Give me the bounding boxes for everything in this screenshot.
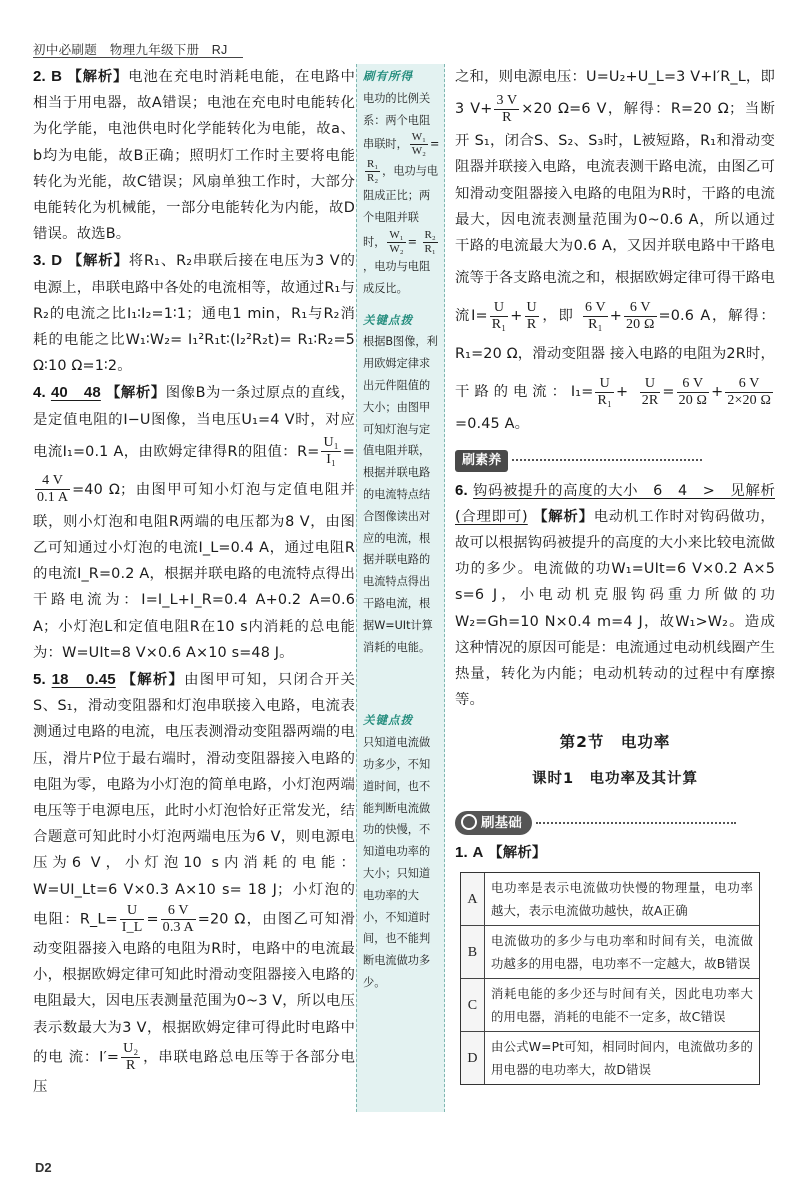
fraction: $\frac{4 V}{0.1 A}$: [37, 473, 69, 506]
note-text: ，电功与电阻成反比。: [363, 259, 431, 295]
dotted-rule: [512, 459, 702, 461]
left-column: [33, 64, 355, 1101]
analysis-tag: 【解析】: [67, 69, 129, 85]
option-row: [461, 925, 759, 978]
note-text: 根据B图像，利用欧姆定律求出元件阻值的大小；由图甲可知灯泡与定值电阻并联，根据并联电路的电流特点结合图像读出对应的电流，根据并联电路的电流特点得出干路电流，根据W=UIt计算消耗的电能。: [363, 335, 438, 654]
badge-icon: [461, 814, 477, 830]
note-text: 只知道电流做功多少，不知道时间，也不能判断电流做功的快慢，不知道电功率的大小；只知道电功率的大小，不知道时间，也不能判断电流做功多少。: [363, 736, 431, 989]
question-number: 6.: [455, 481, 468, 499]
fraction: $\frac{\text{U₁}}{\text{I₁}}$: [323, 435, 339, 468]
analysis-tag: 【解析】: [67, 253, 129, 270]
note-heading: 关键点拨: [363, 312, 413, 327]
basics-banner: [455, 810, 775, 836]
basics-badge: 刷基础: [455, 811, 532, 835]
page-number: D2: [35, 1160, 52, 1175]
sidebar-notes: [356, 64, 445, 1112]
analysis-text: =40 Ω；由图甲可知小灯泡与定值电阻并联，则小灯泡和电阻R两端的电压都为8 V，由图乙可知通过小灯泡的电流I_L=0.4 A，通过电阻R的电流I_R=0.2 A，根据并联电路的电流特点得出干路电流为：I=I_L+I_R=0.4 A+0.2 A=0.6 A；小灯泡L和定值电阻R在10 s内消耗的总电能为：W=UIt=8 V×0.6 A×10 s=48 J。: [33, 481, 355, 661]
section-banner: [455, 447, 775, 473]
book-title: 初中必刷题 物理九年级下册: [33, 42, 200, 57]
analysis-tag: 【解析】: [121, 672, 185, 689]
answer: B: [51, 68, 63, 85]
fraction: $\frac{6 V}{20 \Omega}$: [678, 375, 708, 408]
note-text: ，电功与电阻成正比；两个电阻并联时，: [363, 164, 439, 249]
analysis-text: 18 J；小灯泡的电阻：: [33, 881, 355, 928]
fraction: $\frac{3 V}{R}$: [496, 92, 518, 125]
eq-text: =: [146, 911, 159, 928]
option-row: [461, 978, 759, 1031]
note-heading: 刷有所得: [363, 69, 413, 83]
fraction: $\frac{6 V}{2\times 20 \Omega}$: [727, 375, 772, 408]
option-letter: C: [461, 979, 485, 1031]
option-text: 电功率是表示电流做功快慢的物理量，电功率越大，表示电流做功越快，故A正确: [491, 880, 753, 919]
edition-label: RJ: [211, 43, 228, 57]
fraction: $\frac{U}{I\_L}$: [121, 902, 143, 935]
question-5: [33, 667, 355, 1100]
fraction: $\frac{U}{2R}$: [641, 375, 659, 408]
option-row: [461, 873, 759, 925]
continued-analysis: 之和，则电源电压：U=U₂+U_L=3 V+I′R_L，即 3 V+ $\frac{3 V}{R}$ ×20 Ω=6 V，解得：R=20 Ω；当断开 S₁，闭合S、S₂、S₃时，L被短路，R₁和滑动变阻器并联接入电路，电流表测干路电流，由图乙可知滑动变阻器接入电路的电阻为R时，干路的电流最大，因电流表测量范围为0~0.6 A，所以通过干路的电流最大为0.6 A，又因并联电路中干路电流等于各支路电流之和，根据欧姆定律可得干路电流I= $\frac{U}{\text{R₁}}$ + $\frac{U}{R}$ ，即 $\frac{6 V}{\text{R₁}}$ + $\frac{6 V}{20 \Omega}$ =0.6 A，解得：R₁=20 Ω，滑动变阻器 接入电路的电阻为2R时，干路的电流：I₁= $\frac{U}{\text{R₁}}$ + $\frac{U}{2R}$ = $\frac{6 V}{20 \Omega}$ + $\frac{6 V}{2\times 20 \Omega}$ =0.45 A。: [455, 69, 776, 433]
question-number: 4.: [33, 384, 46, 402]
eq-text: R_L=: [79, 911, 118, 928]
lesson-title: 课时1 电功率及其计算: [531, 770, 699, 787]
option-letter: D: [461, 1032, 485, 1084]
analysis-tag: 【解析】: [533, 508, 594, 525]
question-3: [33, 248, 355, 379]
eq-text: =: [342, 443, 355, 460]
eq-text: =: [407, 235, 417, 249]
answer: 钩码被提升的高度的大小 6 4 > 见解析(合理即可): [455, 482, 775, 525]
analysis-tag: 【解析】: [488, 845, 547, 862]
analysis-text: 电池在充电时消耗电能，在电路中相当于用电器，故A错误；电池在充电时电能转化为化学能，电池供电时化学能转化为电能，故a、b均为电能，故B正确；照明灯工作时主要将电能转化为光能，故C错误；风扇单独工作时，大部分电能转化为机械能，一部分电能转化为内能，故D错误。故选B。: [33, 69, 355, 243]
eq-text: R=: [297, 443, 320, 460]
fraction: $\frac{\text{R₁}}{\text{R₂}}$: [367, 158, 379, 185]
fraction: $\frac{U}{\text{R₁}}$: [491, 299, 507, 332]
fraction: $\frac{6 V}{\text{R₁}}$: [584, 299, 606, 332]
section-title: 第2节 电功率: [559, 733, 671, 752]
answer: D: [51, 252, 63, 270]
options-table: [460, 872, 760, 1085]
header-rule: [33, 57, 243, 58]
note-text: 电功的比例关系：两个电阻串联时，: [363, 91, 431, 151]
question-number: 5.: [33, 671, 46, 689]
fraction: $\frac{\text{W₁}}{\text{W₂}}$: [411, 131, 426, 158]
answer: 40 48: [50, 384, 101, 402]
analysis-text: 由图甲可知，只闭合开关S、S₁，滑动变阻器和灯泡串联接入电路，电流表测通过电路的电流，电压表测滑动变阻器两端的电压，滑片P位于最右端时，滑动变阻器接入电路的电阻为零，电路为小灯泡的简单电路，小灯泡两端电压等于电源电压，此时小灯泡恰好正常发光，结合题意可知此时小灯泡两端电压为6 V，则电源电压为6 V，小灯泡10 s内消耗的电能：W=UI_Lt=6 V×0.3 A×10 s=: [33, 672, 355, 898]
option-text: 电流做功的多少与电功率和时间有关，电流做功越多的用电器，电功率不一定越大，故B错误: [491, 933, 753, 972]
analysis-text: 图像B为一条过原点的直线，是定值电阻的I−U图像，当电压U₁=4 V时，对应电流I₁=0.1 A，由欧姆定律得R的阻值：: [33, 385, 355, 460]
analysis-text: ，串联电路总电压等于各部分电压: [33, 1049, 355, 1095]
option-text: 由公式W=Pt可知，相同时间内，电流做功多的用电器的电功率大，故D错误: [491, 1039, 753, 1078]
eq-text: =: [429, 137, 440, 151]
note-summary: [357, 64, 444, 304]
analysis-text: 将R₁、R₂串联后接在电压为3 V的电源上，串联电路中各处的电流相等，故通过R₁与R₂的电流之比I₁∶I₂=1∶1；通电1 min，R₁与R₂消耗的电能之比W₁∶W₂=: [33, 253, 355, 349]
dotted-rule: [536, 822, 736, 824]
note-heading: 关键点拨: [363, 713, 413, 728]
answer: A: [472, 844, 484, 862]
fraction: $\frac{\text{R₂}}{\text{R₁}}$: [424, 228, 436, 255]
fraction: $\frac{U}{\text{R₁}}$: [597, 375, 612, 408]
option-letter: B: [461, 926, 485, 978]
question-number: 1.: [455, 844, 468, 862]
analysis-text: I₁²R₁t∶(I₂²R₂t)= R₁∶R₂=5 Ω∶10 Ω=1∶2。: [33, 332, 355, 375]
note-key-point-2: [357, 708, 444, 997]
analysis-tag: 【解析】: [105, 385, 166, 402]
option-row: [461, 1031, 759, 1084]
question-4: [33, 380, 355, 666]
question-1: [455, 840, 775, 866]
question-2: [33, 64, 355, 247]
option-letter: A: [461, 873, 485, 925]
note-key-point-1: [357, 308, 444, 663]
analysis-text: 图乙可知滑动变阻器接入电路的电阻为R时，电路中的电流最小，根据欧姆定律可知此时滑动变阻器接入电路的电阻最大，因电压表测量范围为0~3 V，所以电压表示数最大为3 V，根据欧姆定律可得此时电路中的电: [33, 911, 355, 1066]
running-header: [33, 40, 553, 58]
fraction: $\frac{\text{W₁}}{\text{W₂}}$: [389, 228, 404, 255]
analysis-text: =20 Ω，由: [197, 911, 278, 928]
question-number: 3.: [33, 252, 46, 270]
answer: 18 0.45: [51, 671, 116, 689]
section-badge: 刷素养: [455, 450, 508, 472]
analysis-text: 电动机工作时对钩码做功，故可以根据钩码被提升的高度的大小来比较电流做功的多少。电流做的功W₁=UIt=6 V×0.2 A×5 s=6 J，小电动机克服钩码重力所做的功W₂=Gh=10 N×0.4 m=4 J，故W₁>W₂。造成这种情况的原因可能是：电流通过电动机线圈产生热量，转化为内能；电动机转动的过程中有摩擦等。: [455, 508, 775, 709]
fraction: $\frac{\text{U₂}}{R}$: [123, 1040, 139, 1073]
right-column: [455, 64, 775, 1085]
fraction: $\frac{U}{R}$: [526, 299, 537, 332]
question-number: 2.: [33, 68, 46, 85]
question-6: [455, 478, 775, 714]
analysis-text: 流：I′=: [68, 1049, 120, 1066]
fraction: $\frac{6 V}{0.3 A}$: [162, 902, 194, 935]
option-text: 消耗电能的多少还与时间有关，因此电功率大的用电器，消耗的电能不一定多，故C错误: [491, 986, 753, 1025]
fraction: $\frac{6 V}{20 \Omega}$: [626, 299, 655, 332]
